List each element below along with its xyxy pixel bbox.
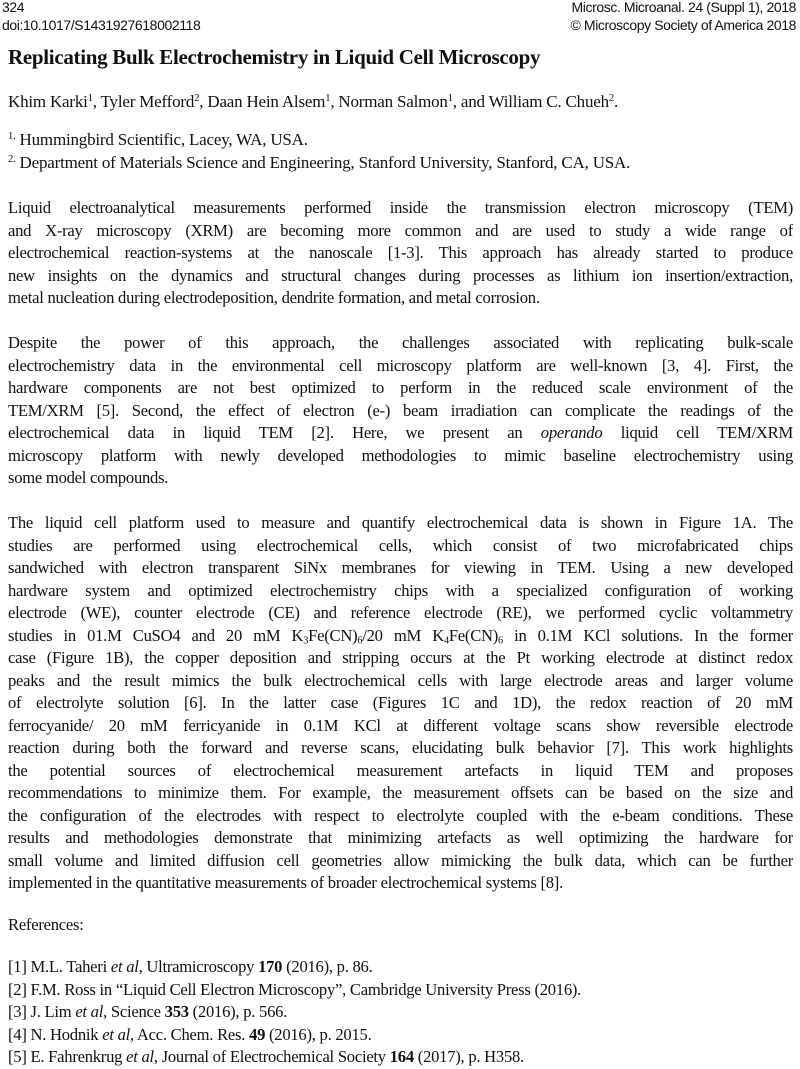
text-run: reaction during both the forward and reverse scans, elucidating bulk behavior [7]. This work highlights [8,738,793,757]
text-run: et al [102,1024,130,1044]
reference-item [8,1024,793,1047]
text-run: (2017), p. H358. [413,1047,524,1066]
text-run: of electrolyte solution [6]. In the latter case (Figures 1C and 1D), the redox reaction of 20 mM [8,693,793,712]
text-line [8,467,793,490]
text-run: 2 [194,93,200,105]
text-run: 1 [325,93,331,105]
text-run: results and methodologies demonstrate that minimizing artefacts as well optimizing the hardware for [8,828,793,847]
text-line [8,805,793,828]
text-run: hardware system and optimized electrochemistry chips with a specialized configuration of working [8,580,793,600]
affiliation-1 [8,130,308,150]
text-run: operando [540,423,603,442]
text-run: small volume and limited diffusion cell geometries allow mimicking the bulk data, which can be further [8,850,793,870]
text-line [8,782,793,805]
text-run: 1 [447,93,453,105]
text-run: 3 [303,635,309,647]
text-run: /20 mM K [362,625,444,645]
text-run: metal nucleation during electrodeposition, dendrite formation, and metal corrosion. [8,288,540,307]
text-run: , Norman Salmon [330,92,448,111]
reference-item [8,956,793,979]
text-run: , Tyler Mefford [92,92,195,111]
text-run: 49 [249,1024,266,1044]
text-run: the potential sources of electrochemical measurement artefacts in liquid TEM and proposes [8,760,793,780]
text-run: Fe(CN) [308,625,358,645]
text-line [8,760,793,783]
text-line [8,332,793,355]
text-line [8,265,793,288]
text-line [8,850,793,873]
text-line [8,422,793,445]
text-line [8,580,793,603]
text-line [8,625,793,648]
text-run: 1. [8,131,16,143]
copyright: © Microscopy Society of America 2018 [570,17,796,33]
text-line [8,445,793,468]
text-run: implemented in the quantitative measurements of broader electrochemical systems [8]. [8,873,563,892]
text-line [8,670,793,693]
text-run: [3] J. Lim [8,1002,76,1021]
text-run: 164 [389,1047,414,1066]
text-run: 6 [357,635,363,647]
text-run: ferrocyanide/ 20 mM ferricyanide in 0.1M KCl at different voltage scans show reversible electrode [8,715,793,735]
text-run: (2016), p. 2015. [265,1024,372,1044]
text-run: recommendations to minimize them. For example, the measurement offsets can be based on the size and [8,783,793,802]
text-line [8,647,793,670]
text-line [8,535,793,558]
text-run: [4] N. Hodnik [8,1024,103,1044]
text-line [8,287,793,310]
text-run: 2. [8,154,16,166]
text-line [8,715,793,738]
text-line [8,400,793,423]
text-line [8,242,793,265]
text-run: and X-ray microscopy (XRM) are becoming more common and are used to study a wide range of [8,220,793,240]
reference-item [8,979,793,1002]
text-line [8,602,793,625]
affiliation-2 [8,153,630,173]
reference-item [8,1001,793,1024]
text-line [8,557,793,580]
page-number: 324 [2,0,25,15]
text-run: [2] F.M. Ross in “Liquid Cell Electron Microscopy”, Cambridge University Press (2016). [8,979,582,999]
text-run: sandwiched with electron transparent SiNx membranes for viewing in TEM. Using a new developed [8,558,793,577]
text-run: Despite the power of this approach, the challenges associated with replicating bulk-scale [8,333,793,352]
text-line [8,692,793,715]
text-run: [5] E. Fahrenkrug [8,1047,127,1066]
text-run: , Acc. Chem. Res. [130,1024,250,1044]
paragraph-challenges [8,332,793,490]
text-run: , Ultramicroscopy [138,957,259,976]
text-run: 1 [87,93,93,105]
text-run: some model compounds. [8,468,169,487]
text-run: microscopy platform with newly developed methodologies to mimic baseline electrochemistry using [8,445,793,465]
text-run: et al [126,1047,154,1066]
text-run: 6 [498,635,503,647]
text-run: studies are performed using electrochemical cells, which consist of two microfabricated chips [8,535,793,555]
text-line [8,377,793,400]
text-line [8,355,793,378]
text-run: 170 [258,957,283,976]
header-right [571,0,796,34]
header-left [2,0,200,34]
text-run: electrode (WE), counter electrode (CE) and reference electrode (RE), we performed cyclic voltammetry [8,603,793,622]
text-run: , Journal of Electrochemical Society [153,1047,390,1066]
text-run: , Science [103,1002,165,1021]
text-run: 353 [164,1002,189,1021]
text-run: studies in 01.M CuSO4 and 20 mM K [8,625,304,645]
text-run: electrochemistry data in the environmental cell microscopy platform are well-known [3, 4]. First, the [8,355,793,375]
reference-list [8,956,793,1069]
text-line [8,827,793,850]
text-run: peaks and the result mimics the bulk electrochemical cells with large electrode areas and larger volume [8,670,793,690]
text-run: the configuration of the electrodes with respect to electrolyte coupled with the e-beam conditions. These [8,805,793,825]
reference-item [8,1046,793,1069]
text-run: et al [75,1002,104,1021]
text-run: (2016), p. 566. [188,1002,288,1021]
text-run: The liquid cell platform used to measure and quantify electrochemical data is shown in Figure 1A. The [8,513,793,532]
text-line [8,737,793,760]
text-run: . [613,92,619,111]
text-line [8,512,793,535]
text-run: Department of Materials Science and Engineering, Stanford University, Stanford, CA, USA. [15,153,631,172]
references-heading: References: [8,915,84,934]
text-run: Khim Karki [8,92,88,111]
text-run: , and William C. Chueh [452,92,609,111]
text-run: in 0.1M KCl solutions. In the former [502,625,793,645]
text-run: 2 [608,93,614,105]
text-run: (2016), p. 86. [282,957,373,976]
text-run: 4 [443,635,449,647]
text-run: [1] M.L. Taheri [8,957,111,976]
text-line [8,220,793,243]
paper-title: Replicating Bulk Electrochemistry in Liquid Cell Microscopy [8,45,541,69]
doi-link[interactable]: doi:10.1017/S1431927618002118 [2,17,201,33]
text-line [8,197,793,220]
text-run: electrochemical reaction-systems at the nanoscale [1-3]. This approach has already started to produce [8,243,793,262]
text-run: electrochemical data in liquid TEM [2]. Here, we present an [8,423,541,442]
text-run: Liquid electroanalytical measurements performed inside the transmission electron microscopy (TEM) [8,198,793,217]
text-line [8,872,793,895]
text-run: Fe(CN) [448,625,499,645]
text-run: , Daan Hein Alsem [199,92,326,111]
text-run: case (Figure 1B), the copper deposition and stripping occurs at the Pt working electrode at distinct redox [8,648,793,667]
author-list [8,92,618,112]
text-run: Hummingbird Scientific, Lacey, WA, USA. [15,130,308,149]
text-run: hardware components are not best optimized to perform in the reduced scale environment of the [8,378,793,397]
text-run: TEM/XRM [5]. Second, the effect of electron (e-) beam irradiation can complicate the readings of the [8,400,793,420]
text-run: new insights on the dynamics and structural changes during processes as lithium ion insertion/extraction, [8,265,793,285]
text-run: liquid cell TEM/XRM [602,423,793,442]
paragraph-platform [8,512,793,895]
text-run: et al [110,957,139,976]
journal-citation: Microsc. Microanal. 24 (Suppl 1), 2018 [571,0,796,15]
paragraph-intro [8,197,793,310]
